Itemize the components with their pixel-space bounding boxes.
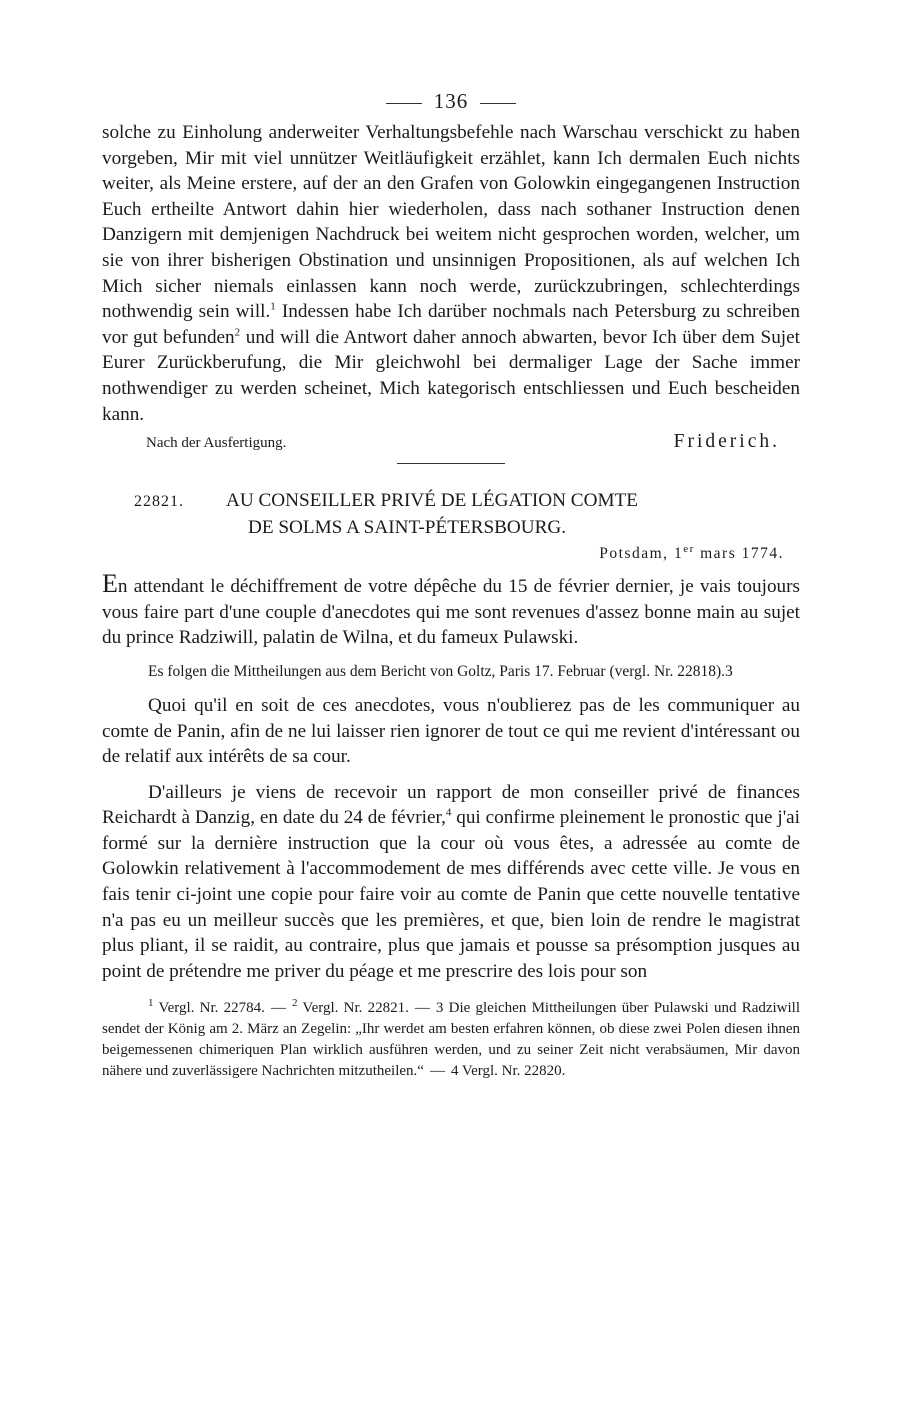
- initial-letter: E: [102, 569, 118, 599]
- paragraph-2: Quoi qu'il en soit de ces anecdotes, vous n'oublierez pas de les communiquer au comte de Panin, afin de ne lui laisser rien ignorer de tout ce qui me revient d'intéressant ou de relatif aux intérêts de sa cour.: [102, 694, 800, 768]
- page-number: 136: [433, 89, 469, 113]
- letter-number: 22821.: [134, 493, 184, 511]
- footnote-text-2: Vergl. Nr. 22821.: [297, 1000, 409, 1017]
- paragraph-3: [102, 780, 800, 985]
- paragraph-text: und will die Antwort daher annoch abwarten, bevor Ich über dem Sujet Eurer Zurückberufung, die Mir gleichwohl bei dermaliger Lage der Sache immer nothwendiger zu werden scheinet, Mich kategorisch entschliessen und Euch bescheiden kann.: [102, 326, 800, 425]
- paragraph-text: Indessen habe Ich darüber nochmals nach Petersburg zu schreiben vor gut befunden: [102, 301, 800, 348]
- heading-title-1: AU CONSEILLER PRIVÉ DE LÉGATION COMTE: [226, 490, 638, 512]
- footnote-mark-3: 3: [435, 1000, 444, 1017]
- paragraph-text: n attendant le déchiffrement de votre dépêche du 15 de février dernier, je vais toujours vous faire part d'une couple d'anecdotes qui me sont revenues d'assez bonne main au sujet du prince Radziwill, palatin de Wilna, et du fameux Pulawski.: [102, 576, 800, 649]
- dateline: [102, 542, 800, 563]
- footnotes: [102, 998, 800, 1082]
- footnote-text-3: Die gleichen Mittheilungen über Pulawski und Radziwill sendet der König am 2. März an Zegelin: „Ihr werdet am besten erfahren können, ob diese zwei Polen diesen ihnen beigemessenen chimeriquen Plan wirklich ausführen werden, und zu seiner Zeit nicht verabsäumen, Mir davon nähere und zuverlässigere Nachrichten mitzutheilen.“: [102, 1000, 801, 1080]
- paragraph-1: [102, 571, 800, 651]
- heading-title-2: DE SOLMS A SAINT-PÉTERSBOURG.: [248, 517, 567, 539]
- footnote-mark-4: 4: [450, 1063, 459, 1080]
- header-dash-left: [386, 103, 422, 104]
- page-header: [102, 82, 800, 120]
- signature: Friderich.: [673, 431, 780, 453]
- footnote-ref-2: 2: [234, 326, 241, 339]
- footnote-mark-1: 1: [148, 997, 154, 1010]
- dateline-place: Potsdam,: [599, 545, 674, 563]
- footnote-ref-1: 1: [270, 300, 276, 313]
- footnote-separator: —: [414, 1000, 430, 1017]
- note-text: Es folgen die Mittheilungen aus dem Bericht von Goltz, Paris 17. Februar (vergl. Nr. 22818).: [148, 662, 725, 680]
- footnote-text-4: Vergl. Nr. 22820.: [458, 1063, 566, 1080]
- dateline-day: 1: [673, 545, 684, 563]
- section-divider: [397, 463, 505, 464]
- dateline-day-suffix: er: [683, 542, 695, 555]
- note-footnote-ref: 3: [724, 662, 733, 680]
- paragraph-text: D'ailleurs je viens de recevoir un rapport de mon conseiller privé de finances Reichardt à Danzig, en date du 24 de février,: [102, 781, 800, 829]
- heading-line-1: [102, 488, 800, 515]
- footnote-mark-2: 2: [291, 997, 298, 1010]
- footnote-ref-4: 4: [445, 806, 452, 819]
- footnote-separator: —: [270, 1000, 286, 1017]
- footnote-1: [102, 997, 265, 1017]
- letter-continuation-paragraph: [102, 120, 800, 427]
- letter-heading: [102, 488, 800, 541]
- footnote-separator: —: [429, 1063, 445, 1080]
- source-and-signature: [102, 431, 800, 453]
- editorial-note: [102, 661, 800, 683]
- dateline-rest: mars 1774.: [694, 545, 784, 563]
- footnote-text-1: Vergl. Nr. 22784.: [153, 1000, 265, 1017]
- paragraph-text: solche zu Einholung anderweiter Verhaltungsbefehle nach Warschau verschickt zu haben vorgeben, Mir mit viel unnützer Weitläufigkeit erzählet, kann Ich dermalen Euch nichts weiter, als Meine erstere, auf der an den Grafen von Golowkin eingegangenen Instruction Euch ertheilte Antwort dahin hier wiederholen, dass nach sothaner Instruction denen Danzigern mit demjenigen Nachdruck bei weitem nicht gesprochen worden, welcher, um sie von ihrer bisherigen Obstination und unsinnigen Propositionen, als auf welchen Ich Mich sicher niemals einlassen kann noch werde, zurückzubringen, schlechterdings nothwendig sein will.: [102, 122, 800, 323]
- header-dash-right: [480, 103, 516, 104]
- document-page: [102, 82, 800, 1082]
- source-note: Nach der Ausfertigung.: [146, 435, 287, 452]
- paragraph-text: qui confirme pleinement le pronostic que j'ai formé sur la dernière instruction que la cour où vous êtes, a adressée au comte de Golowkin relativement à l'accommodement de mes différends avec cette ville. Je vous en fais tenir ci-joint une copie pour faire voir au comte de Panin que cette nouvelle tentative n'a pas eu un meilleur succès que les premières, et que, bien loin de rendre le magistrat plus pliant, il se raidit, au contraire, plus que jamais et pousse sa présomption jusques au point de prétendre me priver du péage et me prescrire des lois pour son: [102, 807, 800, 982]
